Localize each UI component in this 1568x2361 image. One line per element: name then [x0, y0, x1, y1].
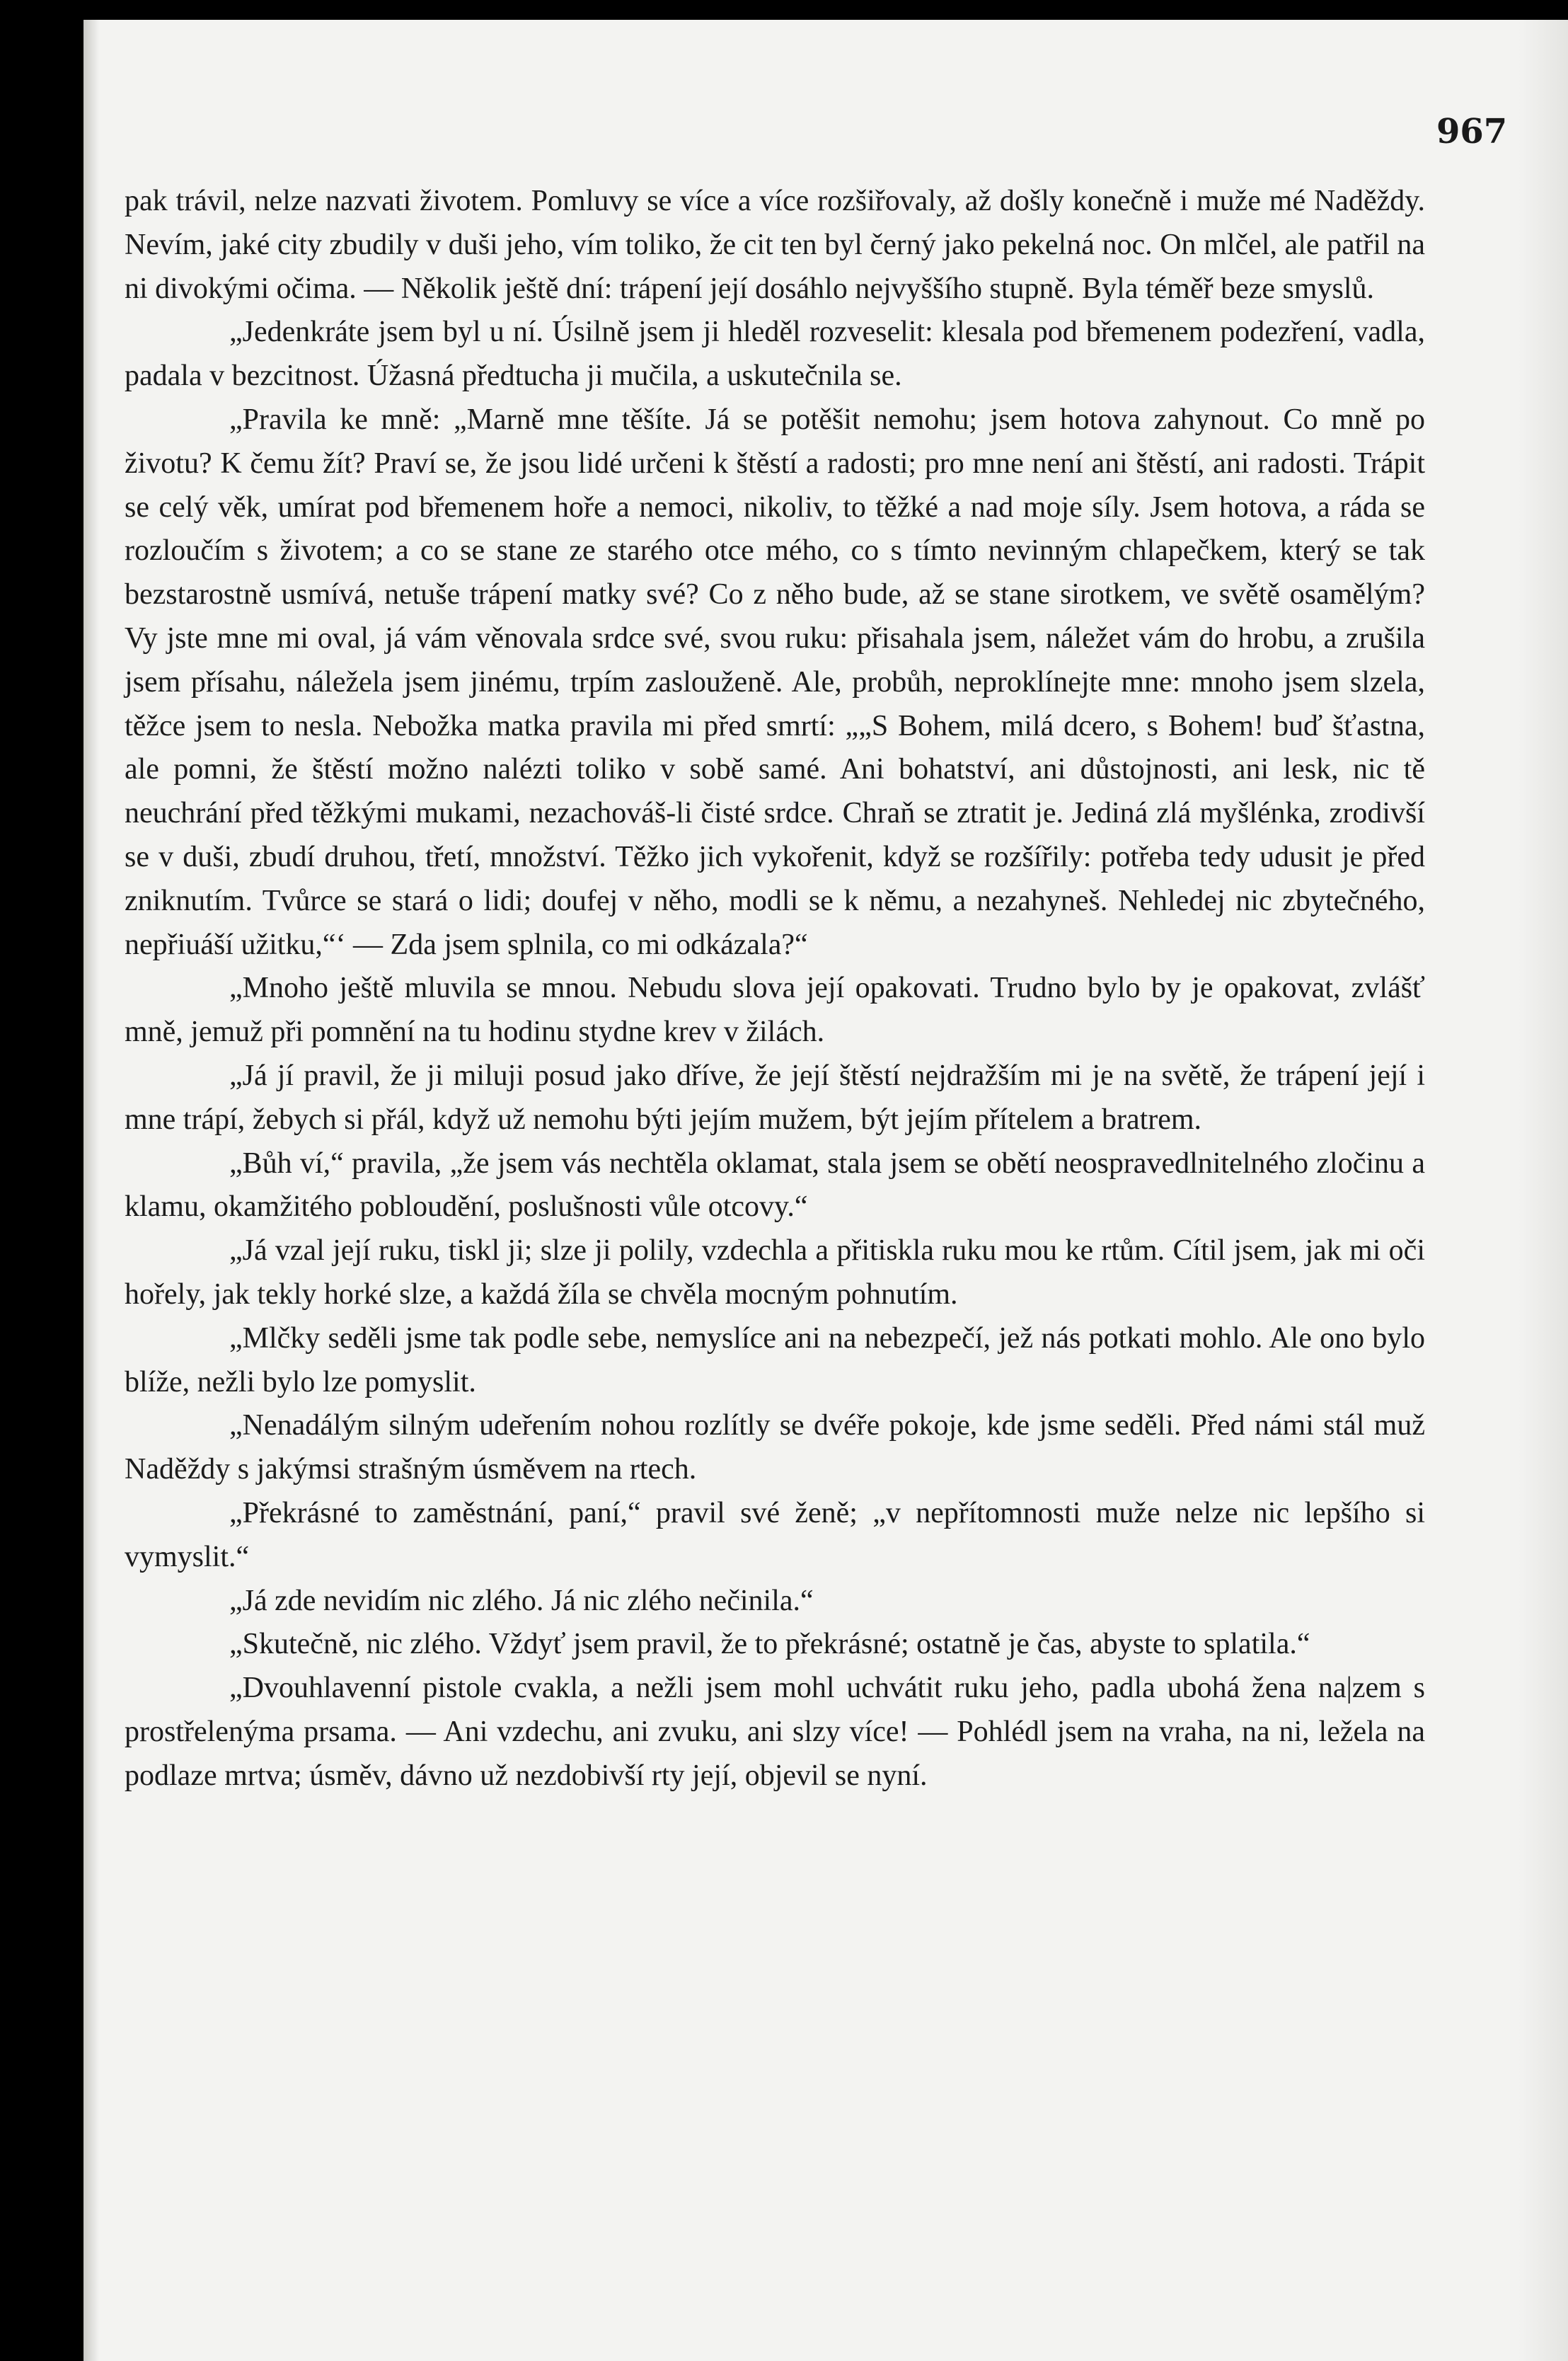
body-text — [125, 180, 1425, 1798]
paragraph: „Já zde nevidím nic zlého. Já nic zlého nečinila.“ — [229, 1584, 814, 1617]
paragraph: „Skutečně, nic zlého. Vždyť jsem pravil, že to překrásné; ostatně je čas, abyste to splatila.“ — [229, 1628, 1310, 1661]
paragraph: pak trávil, nelze nazvati životem. Pomluvy se více a více rozšiřovaly, až došly konečně i muže mé Naděždy. Nevím, jaké city zbudily v duši jeho, vím toliko, že cit ten byl černý jako pekelná noc. On mlčel, ale patřil na ni divokými očima. — Několik ještě dní: trápení její dosáhlo nejvyššího stupně. Byla téměř beze smyslů. — [125, 185, 1425, 305]
paragraph: „Překrásné to zaměstnání, paní,“ pravil své ženě; „v nepřítomnosti muže nelze nic lepšího si vymyslit.“ — [125, 1496, 1425, 1573]
paragraph: „Pravila ke mně: „Marně mne těšíte. Já se potěšit nemohu; jsem hotova zahynout. Co mně po životu? K čemu žít? Praví se, že jsou lidé určeni k štěstí a radosti; pro mne není ani štěstí, ani radosti. Trápit se celý věk, umírat pod břemenem hoře a nemoci, nikoliv, to těžké a nad moje síly. Jsem hotova, a ráda se rozloučím s životem; a co se stane ze starého otce mého, co s tímto nevinným chlapečkem, který se tak bezstarostně usmívá, netuše trápení matky své? Co z něho bude, až se stane sirotkem, ve světě osamělým? Vy jste mne mi oval, já vám věnovala srdce své, svou ruku: přisahala jsem, náležet vám do hrobu, a zrušila jsem přísahu, náležela jsem jinému, trpím zaslouženě. Ale, probůh, neproklínejte mne: mnoho jsem slzela, těžce jsem to nesla. Nebožka matka pravila mi před smrtí: „„S Bohem, milá dcero, s Bohem! buď šťastna, ale pomni, že štěstí možno nalézti toliko v sobě samé. Ani bohatství, ani důstojnosti, ani lesk, nic tě neuchrání před těžkými mukami, nezachováš-li čisté srdce. Chraň se ztratit je. Jediná zlá myšlénka, zrodivší se v duši, zbudí druhou, třetí, množství. Těžko jich vykořenit, když se rozšířily: potřeba tedy udusit je před zniknutím. Tvůrce se stará o lidi; doufej v něho, modli se k němu, a nezahyneš. Nehledej nic zbytečného, nepřiuáší užitku,“‘ — Zda jsem splnila, co mi odkázala?“ — [125, 403, 1425, 961]
spine-shadow — [83, 20, 99, 2361]
paragraph: „Já vzal její ruku, tiskl ji; slze ji polily, vzdechla a přitiskla ruku mou ke rtům. Cítil jsem, jak mi oči hořely, jak tekly horké slze, a každá žíla se chvěla mocným pohnutím. — [125, 1234, 1425, 1311]
paragraph: „Nenadálým silným udeřením nohou rozlítly se dvéře pokoje, kde jsme seděli. Před námi stál muž Naděždy s jakýmsi strašným úsměvem na rtech. — [125, 1409, 1425, 1486]
page-number: 967 — [1436, 112, 1508, 151]
paragraph: „Jedenkráte jsem byl u ní. Úsilně jsem ji hleděl rozveselit: klesala pod břemenem podezření, vadla, padala v bezcitnost. Úžasná předtucha ji mučila, a uskutečnila se. — [125, 316, 1425, 393]
paragraph: „Já jí pravil, že ji miluji posud jako dříve, že její štěstí nejdražším mi je na světě, že trápení její i mne trápí, žebych si přál, když už nemohu býti jejím mužem, být jejím přítelem a bratrem. — [125, 1059, 1425, 1136]
paragraph: „Bůh ví,“ pravila, „že jsem vás nechtěla oklamat, stala jsem se obětí neospravedlnitelného zločinu a klamu, okamžitého pobloudění, poslušnosti vůle otcovy.“ — [125, 1147, 1425, 1224]
book-page — [83, 20, 1568, 2361]
paragraph: „Dvouhlavenní pistole cvakla, a nežli jsem mohl uchvátit ruku jeho, padla ubohá žena na|zem s prostřelenýma prsama. — Ani vzdechu, ani zvuku, ani slzy více! — Pohlédl jsem na vraha, na ni, ležela na podlaze mrtva; úsměv, dávno už nezdobivší rty její, objevil se nyní. — [125, 1672, 1425, 1792]
paragraph: „Mlčky seděli jsme tak podle sebe, nemyslíce ani na nebezpečí, jež nás potkati mohlo. Ale ono bylo blíže, nežli bylo lze pomyslit. — [125, 1321, 1425, 1398]
page-edge — [1518, 20, 1568, 2361]
paragraph: „Mnoho ještě mluvila se mnou. Nebudu slova její opakovati. Trudno bylo by je opakovat, zvlášť mně, jemuž při pomnění na tu hodinu stydne krev v žilách. — [125, 972, 1425, 1049]
